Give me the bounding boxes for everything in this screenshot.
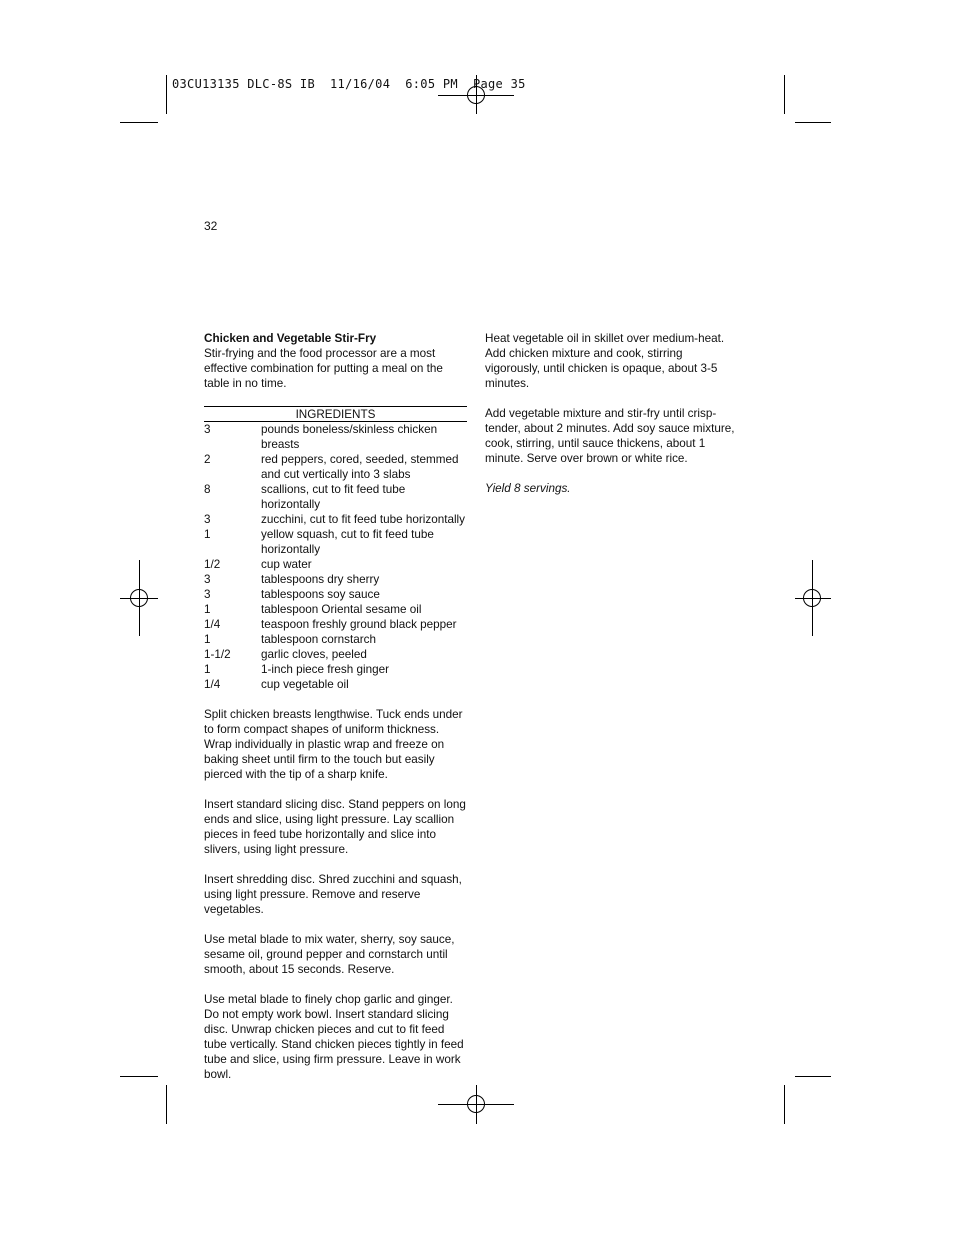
ingredient-row [204, 587, 467, 602]
ingredient-quantity: 3 [204, 588, 211, 601]
ingredient-description: tablespoon cornstarch [261, 633, 376, 646]
recipe-intro: Stir-frying and the food processor are a most effective combination for putting a meal on the table in no time. [204, 347, 443, 390]
print-slug: 03CU13135 DLC-8S IB 11/16/04 6:05 PM Page 35 [172, 77, 526, 91]
instruction-paragraph: Heat vegetable oil in skillet over medium-heat. Add chicken mixture and cook, stirring vigorously, until chicken is opaque, about 3-5 minutes. [485, 332, 725, 390]
instruction-paragraph: Use metal blade to mix water, sherry, soy sauce, sesame oil, ground pepper and cornstarch until smooth, about 15 seconds. Reserve. [204, 933, 455, 976]
ingredient-quantity: 1 [204, 633, 211, 646]
crop-mark [795, 122, 831, 123]
ingredient-row [204, 617, 467, 632]
instructions-left [204, 707, 467, 1082]
crop-mark [166, 1085, 167, 1124]
crop-mark [784, 1085, 785, 1124]
ingredient-quantity: 1/4 [204, 678, 221, 691]
ingredients-list [204, 422, 467, 692]
ingredient-row [204, 452, 467, 482]
ingredient-description: tablespoons dry sherry [261, 573, 380, 586]
ingredient-row [204, 677, 467, 692]
ingredient-quantity: 2 [204, 453, 211, 466]
ingredients-heading: INGREDIENTS [204, 406, 467, 422]
ingredient-quantity: 1 [204, 603, 211, 616]
instruction-paragraph: Insert shredding disc. Shred zucchini and squash, using light pressure. Remove and reserve vegetables. [204, 873, 462, 916]
left-column [204, 331, 467, 1097]
crop-mark [784, 75, 785, 114]
recipe-title: Chicken and Vegetable Stir-Fry [204, 332, 377, 345]
ingredient-row [204, 572, 467, 587]
ingredient-description: 1-inch piece fresh ginger [261, 663, 389, 676]
instruction-paragraph: Add vegetable mixture and stir-fry until crisp-tender, about 2 minutes. Add soy sauce mixture, cook, stirring, until sauce thickens, about 1 minute. Serve over brown or white rice. [485, 407, 735, 465]
ingredient-description: garlic cloves, peeled [261, 648, 367, 661]
ingredient-row [204, 482, 467, 512]
crop-mark [120, 1076, 158, 1077]
ingredient-description: cup water [261, 558, 312, 571]
ingredient-quantity: 3 [204, 423, 211, 436]
yield-note: Yield 8 servings. [485, 482, 571, 495]
instruction-paragraph: Split chicken breasts lengthwise. Tuck ends under to form compact shapes of uniform thickness. Wrap individually in plastic wrap and freeze on baking sheet until firm to the touch but easily pierced with the tip of a sharp knife. [204, 708, 463, 781]
ingredient-row [204, 422, 467, 452]
ingredient-row [204, 647, 467, 662]
ingredient-description: zucchini, cut to fit feed tube horizontally [261, 513, 465, 526]
ingredient-row [204, 527, 467, 557]
ingredient-description: tablespoon Oriental sesame oil [261, 603, 422, 616]
ingredient-quantity: 3 [204, 573, 211, 586]
ingredient-quantity: 1/2 [204, 558, 221, 571]
ingredient-quantity: 3 [204, 513, 211, 526]
crop-mark [120, 122, 158, 123]
ingredient-description: scallions, cut to fit feed tube horizontally [261, 483, 406, 511]
page-number: 32 [204, 219, 218, 233]
ingredient-quantity: 1-1/2 [204, 648, 231, 661]
ingredient-description: teaspoon freshly ground black pepper [261, 618, 457, 631]
ingredient-description: pounds boneless/skinless chicken breasts [261, 423, 438, 451]
crop-mark [795, 1076, 831, 1077]
instruction-paragraph: Use metal blade to finely chop garlic and ginger. Do not empty work bowl. Insert standard slicing disc. Unwrap chicken pieces and cut to fit feed tube vertically. Stand chicken pieces tightly in feed tube and slice, using firm pressure. Leave in work bowl. [204, 993, 464, 1081]
ingredient-row [204, 512, 467, 527]
ingredient-description: cup vegetable oil [261, 678, 349, 691]
ingredient-description: yellow squash, cut to fit feed tube horizontally [261, 528, 434, 556]
registration-circle [130, 589, 148, 607]
ingredient-quantity: 1 [204, 663, 211, 676]
instructions-right [485, 331, 740, 466]
ingredient-quantity: 8 [204, 483, 211, 496]
ingredient-quantity: 1 [204, 528, 211, 541]
instruction-paragraph: Insert standard slicing disc. Stand peppers on long ends and slice, using light pressure. Lay scallion pieces in feed tube horizontally and slice into slivers, using light pressure. [204, 798, 466, 856]
ingredient-row [204, 662, 467, 677]
ingredient-quantity: 1/4 [204, 618, 221, 631]
ingredient-row [204, 557, 467, 572]
ingredient-row [204, 632, 467, 647]
registration-circle [803, 589, 821, 607]
ingredient-description: red peppers, cored, seeded, stemmed and cut vertically into 3 slabs [261, 453, 459, 481]
right-column [485, 331, 740, 496]
ingredient-row [204, 602, 467, 617]
ingredient-description: tablespoons soy sauce [261, 588, 380, 601]
crop-mark [166, 75, 167, 114]
registration-circle [467, 1095, 485, 1113]
